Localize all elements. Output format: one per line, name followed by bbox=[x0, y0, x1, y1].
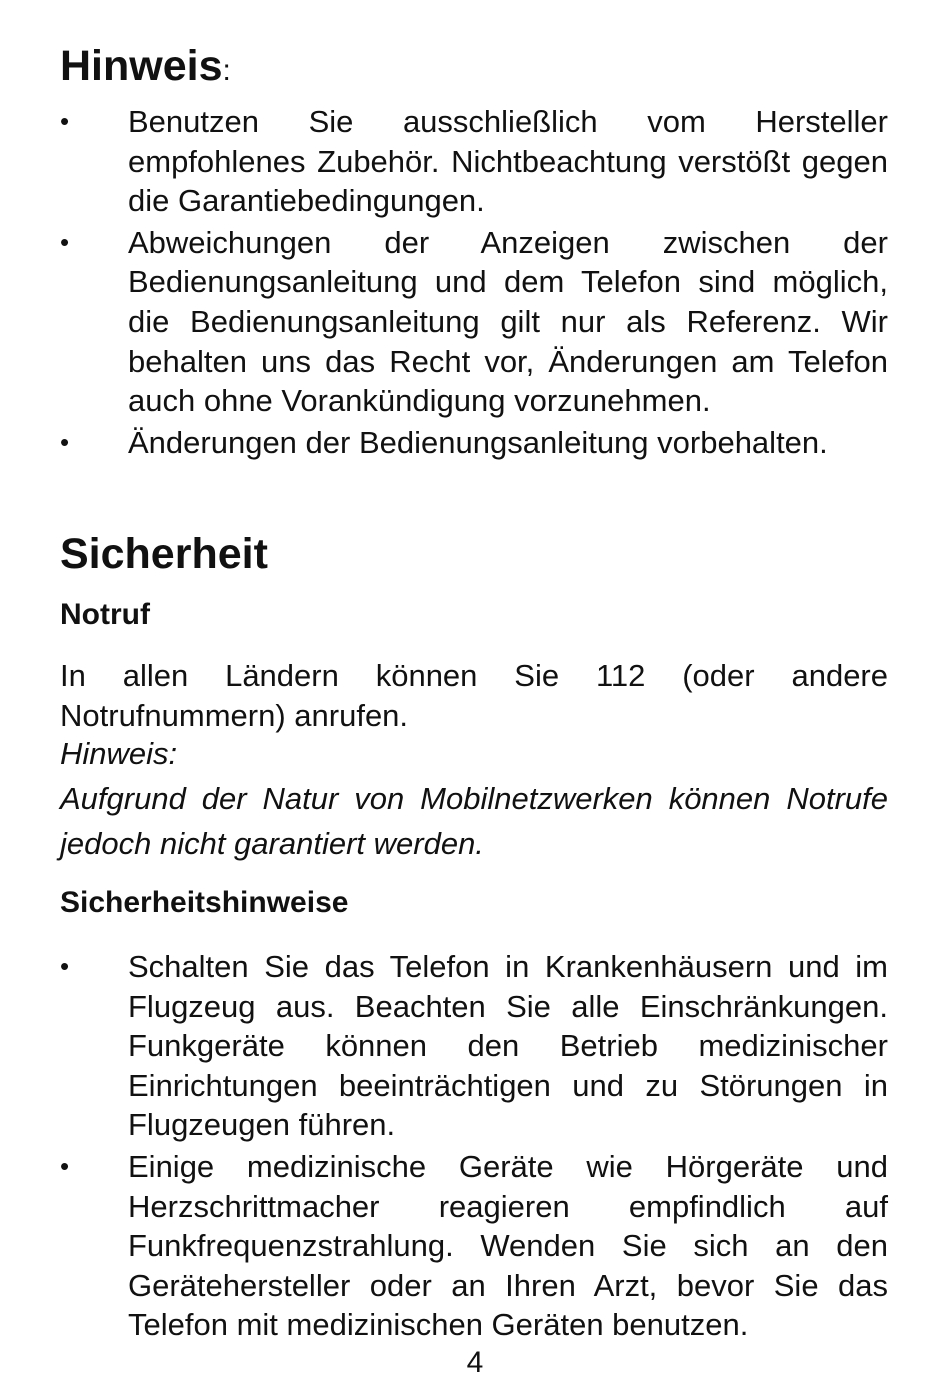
hinweis-heading bbox=[60, 40, 231, 97]
sicherheitshinweise-heading: Sicherheitshinweise bbox=[60, 886, 349, 919]
list-item-text: Änderungen der Bedienungsanleitung vorbehalten. bbox=[128, 424, 828, 460]
list-item bbox=[60, 223, 888, 421]
hinweis-heading-text: Hinweis bbox=[60, 42, 223, 90]
page-number: 4 bbox=[466, 1346, 484, 1379]
notruf-note-label: Hinweis: bbox=[60, 736, 178, 771]
bullet-icon: • bbox=[60, 1150, 70, 1181]
list-item-text: Schalten Sie das Telefon in Krankenhäusern und im Flugzeug aus. Beachten Sie alle Einschränkungen. Funkgeräte können den Betrieb medizinischer Einrichtungen beeinträchtigen und zu Störungen in Flugzeugen führen. bbox=[128, 949, 888, 1143]
sicherheit-heading: Sicherheit bbox=[60, 530, 268, 578]
list-item-text: Benutzen Sie ausschließlich vom Hersteller empfohlenes Zubehör. Nichtbeachtung verstößt gegen die Garantiebedingungen. bbox=[128, 104, 888, 219]
hinweis-list bbox=[60, 102, 888, 464]
list-item bbox=[60, 423, 888, 463]
list-item bbox=[60, 1147, 888, 1345]
sicherheitshinweise-list bbox=[60, 947, 888, 1347]
list-item bbox=[60, 947, 888, 1145]
list-item-text: Einige medizinische Geräte wie Hörgeräte und Herzschrittmacher reagieren empfindlich auf Funkfrequenzstrahlung. Wenden Sie sich an den Gerätehersteller oder an Ihren Arzt, bevor Sie das Telefon mit medizinischen Geräten benutzen. bbox=[128, 1148, 888, 1343]
notruf-note-text: Aufgrund der Natur von Mobilnetzwerken können Notrufe jedoch nicht garantiert werden. bbox=[60, 781, 888, 861]
hinweis-heading-colon: : bbox=[222, 54, 231, 87]
list-item bbox=[60, 102, 888, 221]
list-item-text: Abweichungen der Anzeigen zwischen der Bedienungsanleitung und dem Telefon sind möglich, die Bedienungsanleitung gilt nur als Referenz. Wir behalten uns das Recht vor, Änderungen am Telefon auch ohne Vorankündigung vorzunehmen. bbox=[128, 224, 888, 419]
bullet-icon: • bbox=[60, 226, 70, 257]
bullet-icon: • bbox=[60, 106, 70, 136]
bullet-icon: • bbox=[60, 426, 70, 457]
notruf-text: In allen Ländern können Sie 112 (oder andere Notrufnummern) anrufen. bbox=[60, 658, 888, 733]
notruf-heading: Notruf bbox=[60, 598, 150, 631]
bullet-icon: • bbox=[60, 951, 70, 981]
